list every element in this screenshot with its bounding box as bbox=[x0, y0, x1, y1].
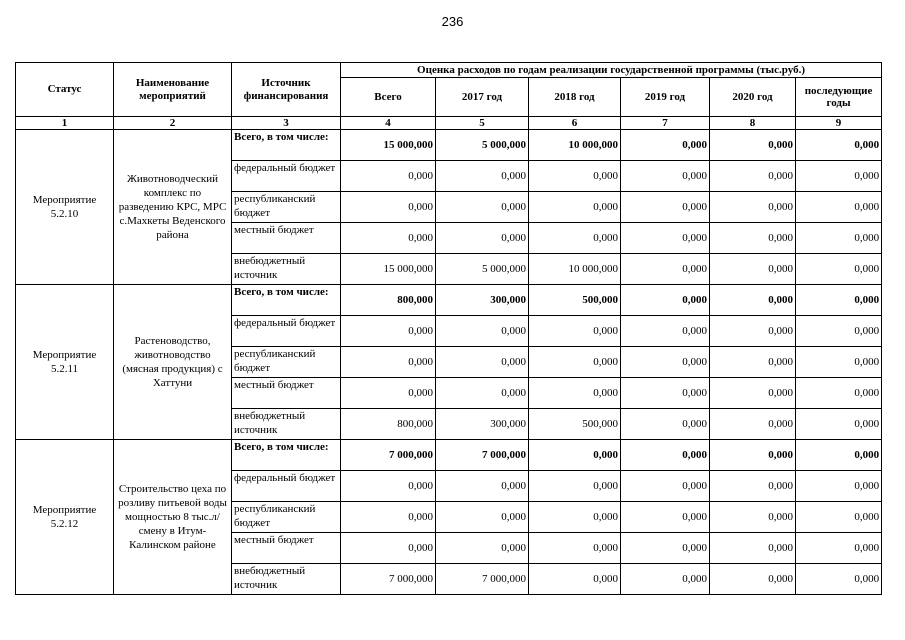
amount-cell: 0,000 bbox=[796, 440, 882, 471]
amount-cell: 0,000 bbox=[529, 564, 621, 595]
amount-cell: 0,000 bbox=[710, 285, 796, 316]
amount-cell: 0,000 bbox=[529, 440, 621, 471]
amount-cell: 5 000,000 bbox=[436, 254, 529, 285]
amount-cell: 0,000 bbox=[796, 533, 882, 564]
funding-source: местный бюджет bbox=[232, 378, 341, 409]
funding-source: федеральный бюджет bbox=[232, 161, 341, 192]
amount-cell: 0,000 bbox=[341, 192, 436, 223]
amount-cell: 7 000,000 bbox=[341, 564, 436, 595]
amount-cell: 500,000 bbox=[529, 409, 621, 440]
amount-cell: 0,000 bbox=[621, 316, 710, 347]
header-source: Источник финансирования bbox=[232, 63, 341, 117]
amount-cell: 0,000 bbox=[341, 223, 436, 254]
amount-cell: 0,000 bbox=[621, 130, 710, 161]
amount-cell: 0,000 bbox=[796, 409, 882, 440]
header-total: Всего bbox=[341, 78, 436, 117]
amount-cell: 0,000 bbox=[621, 409, 710, 440]
column-number: 2 bbox=[114, 117, 232, 130]
amount-cell: 0,000 bbox=[796, 130, 882, 161]
amount-cell: 0,000 bbox=[529, 192, 621, 223]
amount-cell: 0,000 bbox=[621, 254, 710, 285]
event-name: Строительство цеха по розливу питьевой воды мощностью 8 тыс.л/смену в Итум-Калинском районе bbox=[114, 440, 232, 595]
funding-source: внебюджетный источник bbox=[232, 564, 341, 595]
amount-cell: 0,000 bbox=[436, 533, 529, 564]
amount-cell: 0,000 bbox=[710, 130, 796, 161]
amount-cell: 0,000 bbox=[710, 502, 796, 533]
header-2018: 2018 год bbox=[529, 78, 621, 117]
column-number: 1 bbox=[16, 117, 114, 130]
amount-cell: 0,000 bbox=[621, 161, 710, 192]
amount-cell: 0,000 bbox=[529, 161, 621, 192]
funding-source: федеральный бюджет bbox=[232, 471, 341, 502]
amount-cell: 0,000 bbox=[529, 347, 621, 378]
amount-cell: 300,000 bbox=[436, 409, 529, 440]
amount-cell: 300,000 bbox=[436, 285, 529, 316]
amount-cell: 0,000 bbox=[529, 378, 621, 409]
funding-source: республиканский бюджет bbox=[232, 347, 341, 378]
column-number: 7 bbox=[621, 117, 710, 130]
column-number: 9 bbox=[796, 117, 882, 130]
amount-cell: 0,000 bbox=[621, 471, 710, 502]
amount-cell: 5 000,000 bbox=[436, 130, 529, 161]
amount-cell: 0,000 bbox=[529, 471, 621, 502]
amount-cell: 0,000 bbox=[341, 471, 436, 502]
amount-cell: 800,000 bbox=[341, 409, 436, 440]
amount-cell: 0,000 bbox=[710, 471, 796, 502]
funding-source: Всего, в том числе: bbox=[232, 130, 341, 161]
table-row-total bbox=[16, 130, 882, 161]
amount-cell: 0,000 bbox=[710, 316, 796, 347]
amount-cell: 0,000 bbox=[436, 378, 529, 409]
amount-cell: 0,000 bbox=[710, 440, 796, 471]
amount-cell: 10 000,000 bbox=[529, 254, 621, 285]
amount-cell: 0,000 bbox=[710, 192, 796, 223]
amount-cell: 0,000 bbox=[796, 285, 882, 316]
header-status: Статус bbox=[16, 63, 114, 117]
column-number: 3 bbox=[232, 117, 341, 130]
amount-cell: 0,000 bbox=[341, 502, 436, 533]
amount-cell: 0,000 bbox=[796, 223, 882, 254]
amount-cell: 15 000,000 bbox=[341, 254, 436, 285]
amount-cell: 10 000,000 bbox=[529, 130, 621, 161]
amount-cell: 15 000,000 bbox=[341, 130, 436, 161]
column-number: 5 bbox=[436, 117, 529, 130]
amount-cell: 0,000 bbox=[796, 564, 882, 595]
amount-cell: 0,000 bbox=[529, 316, 621, 347]
column-number: 4 bbox=[341, 117, 436, 130]
amount-cell: 0,000 bbox=[341, 378, 436, 409]
amount-cell: 0,000 bbox=[796, 316, 882, 347]
amount-cell: 0,000 bbox=[621, 440, 710, 471]
amount-cell: 0,000 bbox=[341, 316, 436, 347]
amount-cell: 0,000 bbox=[436, 223, 529, 254]
column-number: 8 bbox=[710, 117, 796, 130]
amount-cell: 0,000 bbox=[621, 223, 710, 254]
funding-source: республиканский бюджет bbox=[232, 502, 341, 533]
amount-cell: 0,000 bbox=[710, 254, 796, 285]
table-row-total bbox=[16, 440, 882, 471]
header-later-years: последующие годы bbox=[796, 78, 882, 117]
amount-cell: 0,000 bbox=[796, 502, 882, 533]
funding-source: внебюджетный источник bbox=[232, 409, 341, 440]
amount-cell: 500,000 bbox=[529, 285, 621, 316]
funding-source: внебюджетный источник bbox=[232, 254, 341, 285]
funding-source: местный бюджет bbox=[232, 223, 341, 254]
amount-cell: 0,000 bbox=[796, 471, 882, 502]
amount-cell: 0,000 bbox=[710, 161, 796, 192]
event-status: Мероприятие 5.2.10 bbox=[16, 130, 114, 285]
amount-cell: 0,000 bbox=[341, 161, 436, 192]
amount-cell: 0,000 bbox=[710, 533, 796, 564]
amount-cell: 0,000 bbox=[796, 347, 882, 378]
funding-source: Всего, в том числе: bbox=[232, 285, 341, 316]
amount-cell: 0,000 bbox=[529, 223, 621, 254]
event-status: Мероприятие 5.2.12 bbox=[16, 440, 114, 595]
header-2020: 2020 год bbox=[710, 78, 796, 117]
amount-cell: 800,000 bbox=[341, 285, 436, 316]
event-name: Растеноводство, животноводство (мясная продукция) с Хаттуни bbox=[114, 285, 232, 440]
amount-cell: 0,000 bbox=[796, 161, 882, 192]
funding-source: федеральный бюджет bbox=[232, 316, 341, 347]
amount-cell: 0,000 bbox=[796, 192, 882, 223]
amount-cell: 0,000 bbox=[529, 533, 621, 564]
event-name: Животноводческий комплекс по разведению КРС, МРС с.Махкеты Веденского района bbox=[114, 130, 232, 285]
column-numbers-row bbox=[16, 117, 882, 130]
budget-table bbox=[15, 62, 882, 595]
amount-cell: 0,000 bbox=[621, 378, 710, 409]
amount-cell: 0,000 bbox=[710, 223, 796, 254]
funding-source: местный бюджет bbox=[232, 533, 341, 564]
amount-cell: 7 000,000 bbox=[436, 564, 529, 595]
amount-cell: 0,000 bbox=[710, 564, 796, 595]
amount-cell: 0,000 bbox=[436, 347, 529, 378]
amount-cell: 0,000 bbox=[436, 192, 529, 223]
header-estimate: Оценка расходов по годам реализации государственной программы (тыс.руб.) bbox=[341, 63, 882, 78]
header-name: Наименование мероприятий bbox=[114, 63, 232, 117]
column-number: 6 bbox=[529, 117, 621, 130]
amount-cell: 0,000 bbox=[436, 471, 529, 502]
amount-cell: 0,000 bbox=[796, 254, 882, 285]
table-row-total bbox=[16, 285, 882, 316]
amount-cell: 0,000 bbox=[621, 192, 710, 223]
amount-cell: 0,000 bbox=[436, 161, 529, 192]
amount-cell: 0,000 bbox=[710, 409, 796, 440]
page-number: 236 bbox=[441, 14, 464, 29]
amount-cell: 7 000,000 bbox=[436, 440, 529, 471]
amount-cell: 0,000 bbox=[529, 502, 621, 533]
amount-cell: 0,000 bbox=[341, 533, 436, 564]
amount-cell: 0,000 bbox=[621, 564, 710, 595]
amount-cell: 0,000 bbox=[621, 502, 710, 533]
funding-source: Всего, в том числе: bbox=[232, 440, 341, 471]
amount-cell: 0,000 bbox=[710, 347, 796, 378]
amount-cell: 0,000 bbox=[621, 347, 710, 378]
amount-cell: 0,000 bbox=[436, 316, 529, 347]
amount-cell: 0,000 bbox=[621, 533, 710, 564]
header-2019: 2019 год bbox=[621, 78, 710, 117]
amount-cell: 0,000 bbox=[710, 378, 796, 409]
event-status: Мероприятие 5.2.11 bbox=[16, 285, 114, 440]
header-2017: 2017 год bbox=[436, 78, 529, 117]
amount-cell: 7 000,000 bbox=[341, 440, 436, 471]
amount-cell: 0,000 bbox=[796, 378, 882, 409]
amount-cell: 0,000 bbox=[621, 285, 710, 316]
amount-cell: 0,000 bbox=[436, 502, 529, 533]
funding-source: республиканский бюджет bbox=[232, 192, 341, 223]
amount-cell: 0,000 bbox=[341, 347, 436, 378]
